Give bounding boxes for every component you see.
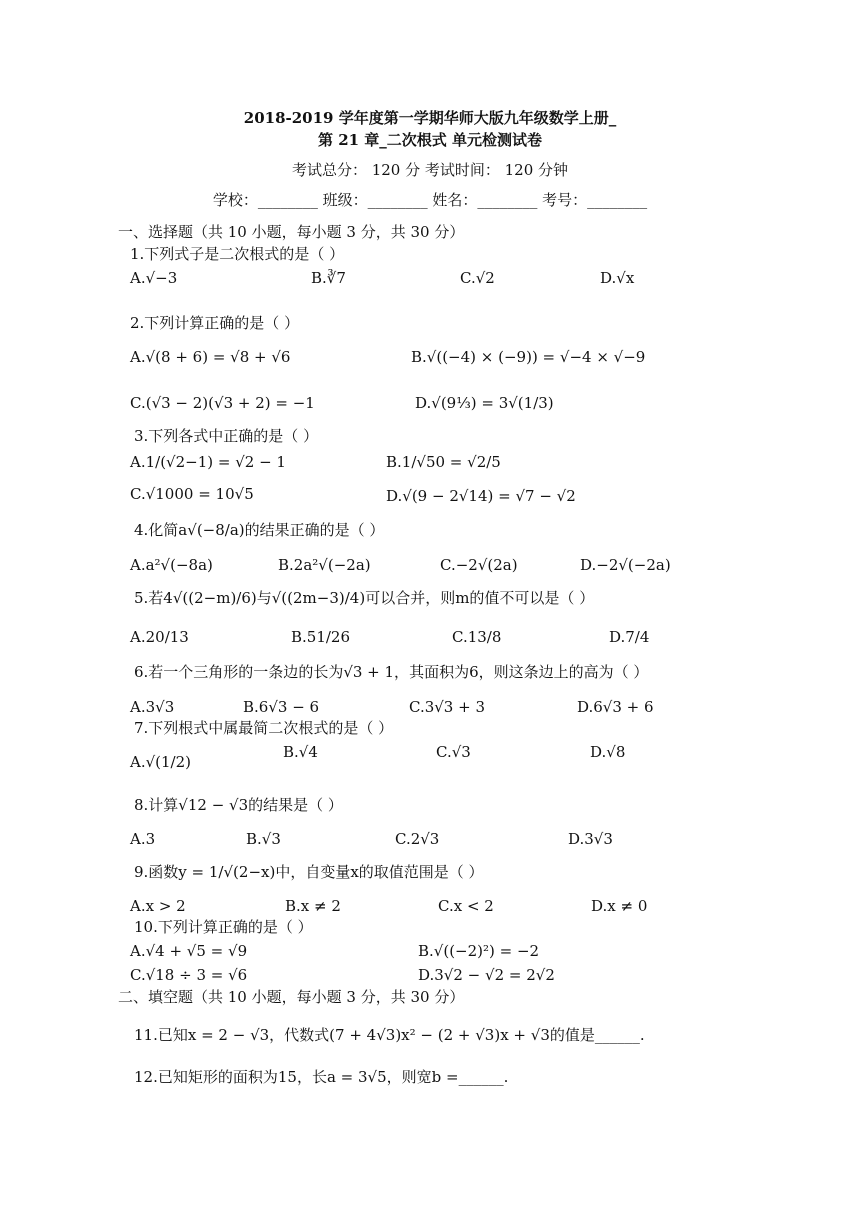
title-line-1: 2018-2019 学年度第一学期华师大版九年级数学上册_ [243,109,617,127]
option-d: D.√x [600,269,635,287]
option-b: B.√3 [246,830,281,848]
option-d: D.−2√(−2a) [580,556,671,574]
option-c: C.13/8 [452,628,502,646]
question-stem: 11.已知x = 2 − √3，代数式(7 + 4√3)x² − (2 + √3)x + √3的值是______. [134,1026,645,1044]
option-c: C.√2 [460,269,495,287]
option-b: B.6√3 − 6 [243,698,320,716]
option-b: B.x ≠ 2 [285,897,341,915]
question-stem: 10.下列计算正确的是（ ） [134,918,313,936]
option-b: B.√4 [283,743,318,761]
option-b: B.2a²√(−2a) [278,556,371,574]
question-stem: 6.若一个三角形的一条边的长为√3 + 1，其面积为6，则这条边上的高为（ ） [134,663,649,681]
question-stem: 2.下列计算正确的是（ ） [130,314,300,332]
question-stem: 1.下列式子是二次根式的是（ ） [130,245,345,263]
option-c: C.(√3 − 2)(√3 + 2) = −1 [130,394,315,412]
option-c: C.x < 2 [438,897,494,915]
exam-info: 考试总分： 120 分 考试时间： 120 分钟 [291,161,569,179]
option-d: D.3√3 [568,830,613,848]
option-b: B.∛7 [311,269,346,287]
option-c: C.√1000 = 10√5 [130,485,254,503]
option-c: C.−2√(2a) [440,556,518,574]
option-d: D.6√3 + 6 [577,698,654,716]
option-b: B.1/√50 = √2/5 [386,453,501,471]
option-a: A.3√3 [130,698,175,716]
option-a: A.20/13 [130,628,189,646]
option-c: C.√3 [436,743,471,761]
option-c: C.√18 ÷ 3 = √6 [130,966,248,984]
section-heading: 一、选择题（共 10 小题，每小题 3 分，共 30 分） [118,223,465,241]
question-stem: 7.下列根式中属最简二次根式的是（ ） [134,719,394,737]
option-a: A.√−3 [130,269,178,287]
option-d: D.√(9 − 2√14) = √7 − √2 [386,487,576,505]
option-d: D.√(9⅓) = 3√(1/3) [415,394,554,412]
option-a: A.a²√(−8a) [130,556,213,574]
question-stem: 9.函数y = 1/√(2−x)中，自变量x的取值范围是（ ） [134,863,484,881]
question-stem: 4.化简a√(−8/a)的结果正确的是（ ） [134,521,385,539]
option-b: B.51/26 [291,628,351,646]
option-c: C.3√3 + 3 [409,698,486,716]
option-a: A.3 [130,830,156,848]
option-d: D.x ≠ 0 [591,897,648,915]
question-stem: 5.若4√((2−m)/6)与√((2m−3)/4)可以合并，则m的值不可以是（ ） [134,589,595,607]
option-c: C.2√3 [395,830,440,848]
option-b: B.√((−2)²) = −2 [418,942,540,960]
question-stem: 3.下列各式中正确的是（ ） [134,427,319,445]
question-stem: 12.已知矩形的面积为15，长a = 3√5，则宽b =______. [134,1068,509,1086]
option-a: A.√4 + √5 = √9 [130,942,248,960]
section-heading: 二、填空题（共 10 小题，每小题 3 分，共 30 分） [118,988,465,1006]
option-a: A.√(8 + 6) = √8 + √6 [130,348,291,366]
option-a: A.1/(√2−1) = √2 − 1 [130,453,286,471]
option-a: A.x > 2 [130,897,186,915]
student-fields: 学校：________ 班级：________ 姓名：________ 考号：________ [212,191,648,209]
option-d: D.√8 [590,743,626,761]
option-b: B.√((−4) × (−9)) = √−4 × √−9 [411,348,646,366]
question-stem: 8.计算√12 − √3的结果是（ ） [134,796,343,814]
option-a: A.√(1/2) [130,753,192,771]
option-d: D.3√2 − √2 = 2√2 [418,966,555,984]
title-line-2: 第 21 章_二次根式 单元检测试卷 [317,131,543,149]
option-d: D.7/4 [609,628,650,646]
